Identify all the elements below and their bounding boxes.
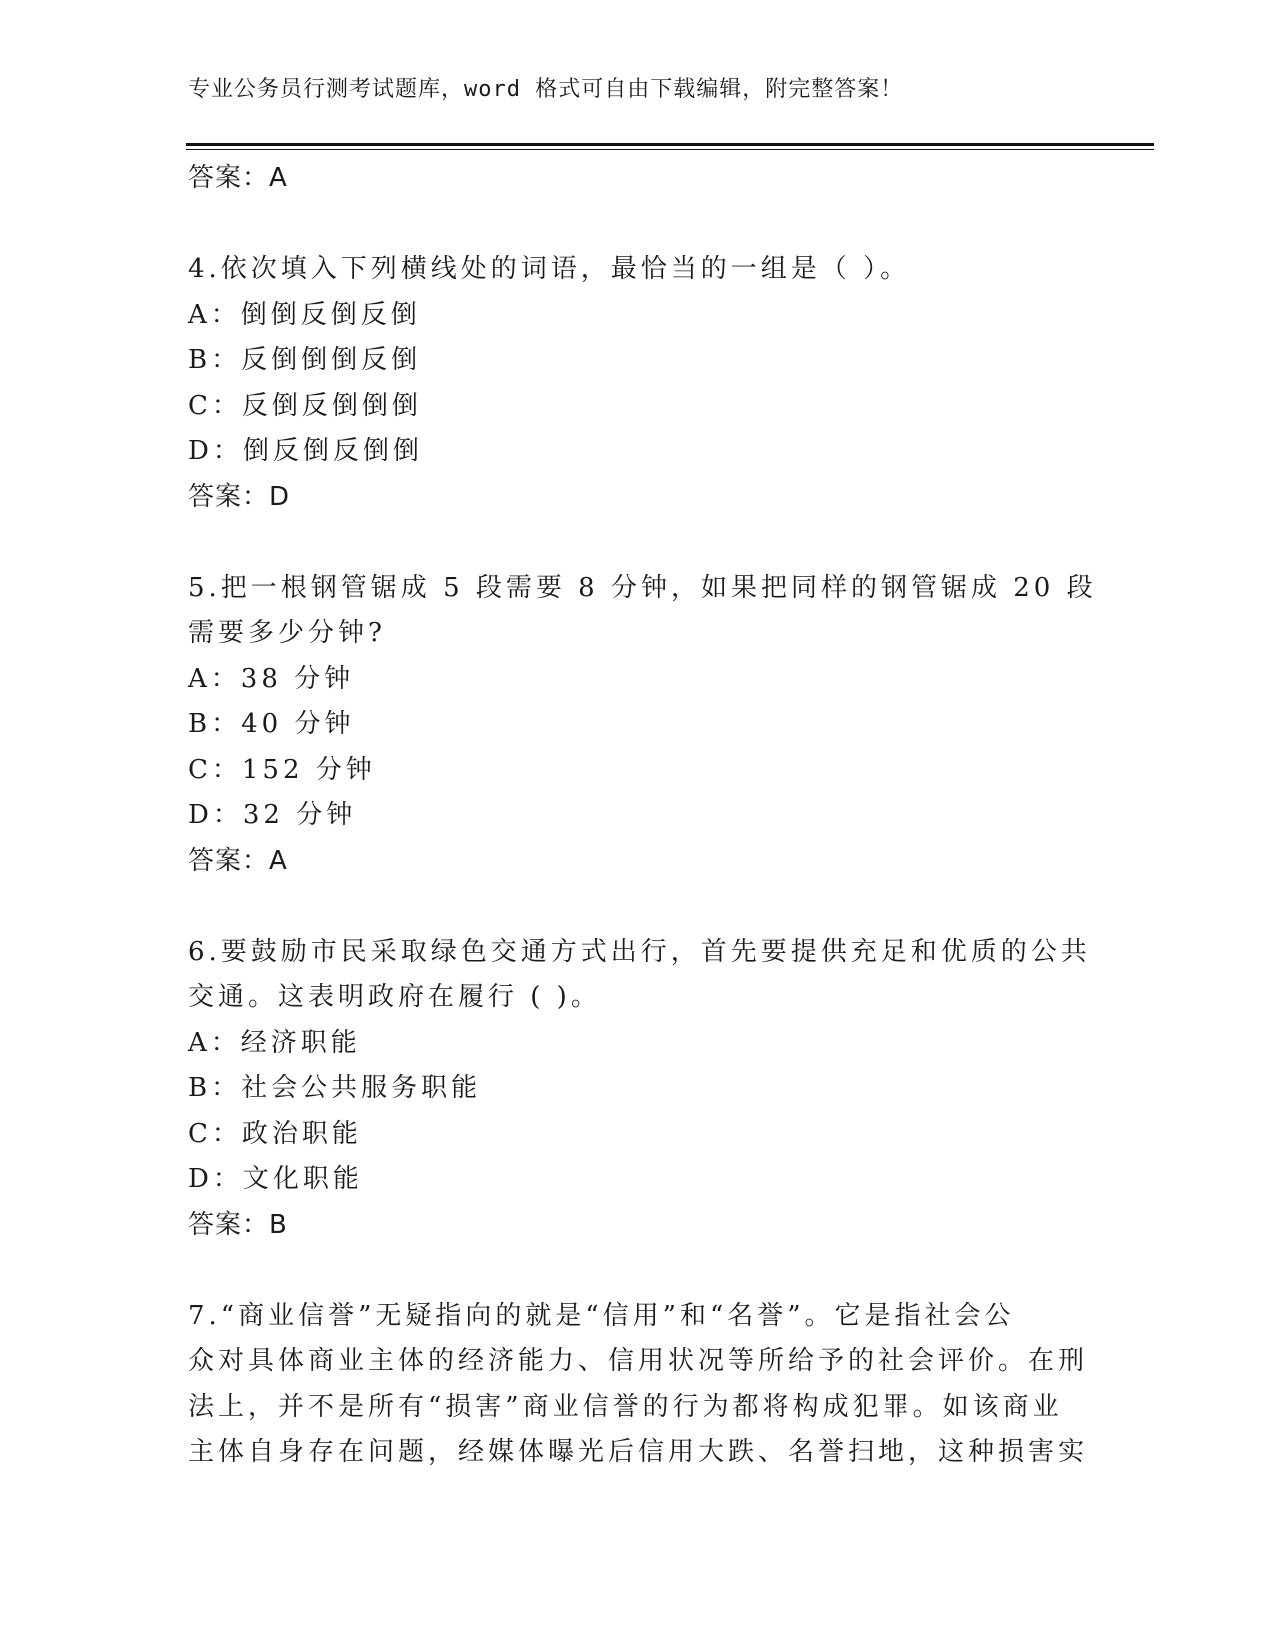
option-d: D：倒反倒反倒倒 [188,436,423,466]
question-text: 4.依次填入下列横线处的词语，最恰当的一组是（ ）。 [188,254,911,284]
option-b: B：社会公共服务职能 [188,1073,482,1103]
question-text: 法上，并不是所有“损害”商业信誉的行为都将构成犯罪。如该商业 [188,1391,1063,1422]
option-c: C：152 分钟 [188,754,376,785]
question-text: 众对具体商业主体的经济能力、信用状况等所给予的社会评价。在刑 [188,1346,1089,1376]
spacer [188,1248,1068,1294]
spacer [188,202,1068,248]
question-block [188,930,1091,1249]
question-text: 6.要鼓励市民采取绿色交通方式出行，首先要提供充足和优质的公共 [188,936,1091,967]
answer-line: 答案：D [188,481,291,512]
header-rule-thick [186,143,1154,146]
spacer [188,520,1068,566]
question-block [188,1294,1089,1476]
question-text: 7.“商业信誉”无疑指向的就是“信用”和“名誉”。它是指社会公 [188,1300,1015,1331]
option-a: A：倒倒反倒反倒 [188,299,421,330]
answer-line: 答案：B [188,1209,288,1240]
option-c: C：政治职能 [188,1118,362,1149]
option-b: B：40 分钟 [188,709,355,739]
question-block [188,566,1097,885]
answer-line: 答案：A [188,845,288,876]
header-rule-thin [186,149,1154,150]
question-text: 需要多少分钟? [188,618,386,648]
option-b: B：反倒倒倒反倒 [188,345,422,375]
spacer [188,884,1068,930]
option-d: D：32 分钟 [188,800,357,830]
option-c: C：反倒反倒倒倒 [188,390,422,421]
question-text: 交通。这表明政府在履行 ( )。 [188,982,601,1012]
document-content [188,156,1097,1476]
answer-line: 答案：A [188,163,288,193]
option-d: D：文化职能 [188,1164,363,1194]
option-a: A：38 分钟 [188,663,355,694]
question-text: 5.把一根钢管锯成 5 段需要 8 分钟，如果把同样的钢管锯成 20 段 [188,572,1097,603]
question-block [188,247,1068,520]
option-a: A：经济职能 [188,1027,361,1058]
page-header-text: 专业公务员行测考试题库，word 格式可自由下载编辑，附完整答案！ [188,77,904,102]
question-text: 主体自身存在问题，经媒体曝光后信用大跌、名誉扫地，这种损害实 [188,1437,1089,1467]
